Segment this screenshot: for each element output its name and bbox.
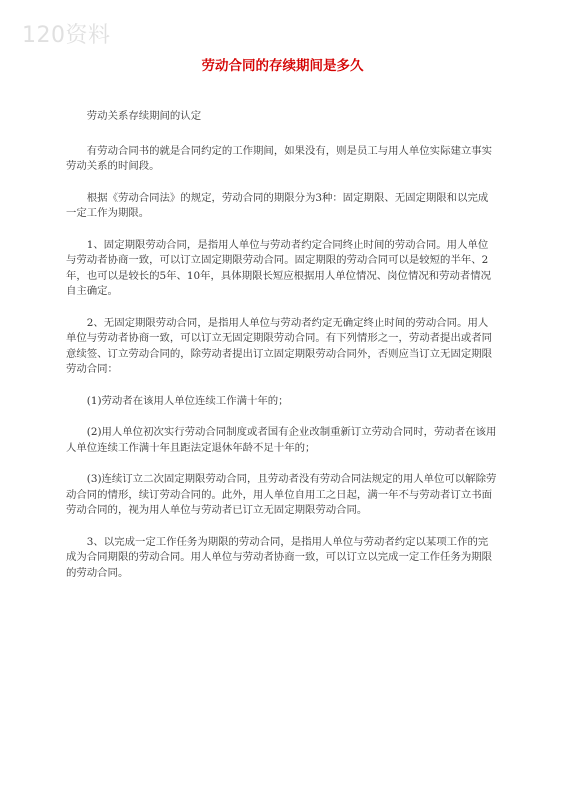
document-body xyxy=(66,109,498,581)
watermark-logo: 120资料 xyxy=(22,23,111,48)
list-item-condition-3: (3)连续订立二次固定期限劳动合同，且劳动者没有劳动合同法规定的用人单位可以解除劳动合同的情形，续订劳动合同的。此外，用人单位自用工之日起，满一年不与劳动者订立书面劳动合同的，视为用人单位与劳动者已订立无固定期限劳动合同。 xyxy=(66,473,497,516)
section-subtitle: 劳动关系存续期间的认定 xyxy=(86,110,202,122)
paragraph-contract-types: 根据《劳动合同法》的规定，劳动合同的期限分为3种：固定期限、无固定期限和以完成一定工作为期限。 xyxy=(66,191,489,219)
list-item-condition-1: (1)劳动者在该用人单位连续工作满十年的； xyxy=(86,394,289,407)
list-item-condition-2: (2)用人单位初次实行劳动合同制度或者国有企业改制重新订立劳动合同时，劳动者在该用人单位连续工作满十年且距法定退休年龄不足十年的； xyxy=(66,426,497,454)
page-title: 劳动合同的存续期间是多久 xyxy=(201,58,364,74)
paragraph-open-ended: 2、无固定期限劳动合同，是指用人单位与劳动者约定无确定终止时间的劳动合同。用人单位与劳动者协商一致，可以订立无固定期限劳动合同。有下列情形之一，劳动者提出或者同意续签、订立劳动合同的，除劳动者提出订立固定期限劳动合同外，否则应当订立无固定期限劳动合同： xyxy=(66,316,493,375)
paragraph-definition: 有劳动合同书的就是合同约定的工作期间，如果没有，则是员工与用人单位实际建立事实劳动关系的时间段。 xyxy=(66,144,493,172)
paragraph-task-based: 3、以完成一定工作任务为期限的劳动合同，是指用人单位与劳动者约定以某项工作的完成为合同期限的劳动合同。用人单位与劳动者协商一致，可以订立以完成一定工作任务为期限的劳动合同。 xyxy=(66,535,493,579)
paragraph-fixed-term: 1、固定期限劳动合同，是指用人单位与劳动者约定合同终止时间的劳动合同。用人单位与劳动者协商一致，可以订立固定期限劳动合同。固定期限的劳动合同可以是较短的半年、2年，也可以是较长的5年、10年，具体期限长短应根据用人单位情况、岗位情况和劳动者情况自主确定。 xyxy=(66,238,492,297)
